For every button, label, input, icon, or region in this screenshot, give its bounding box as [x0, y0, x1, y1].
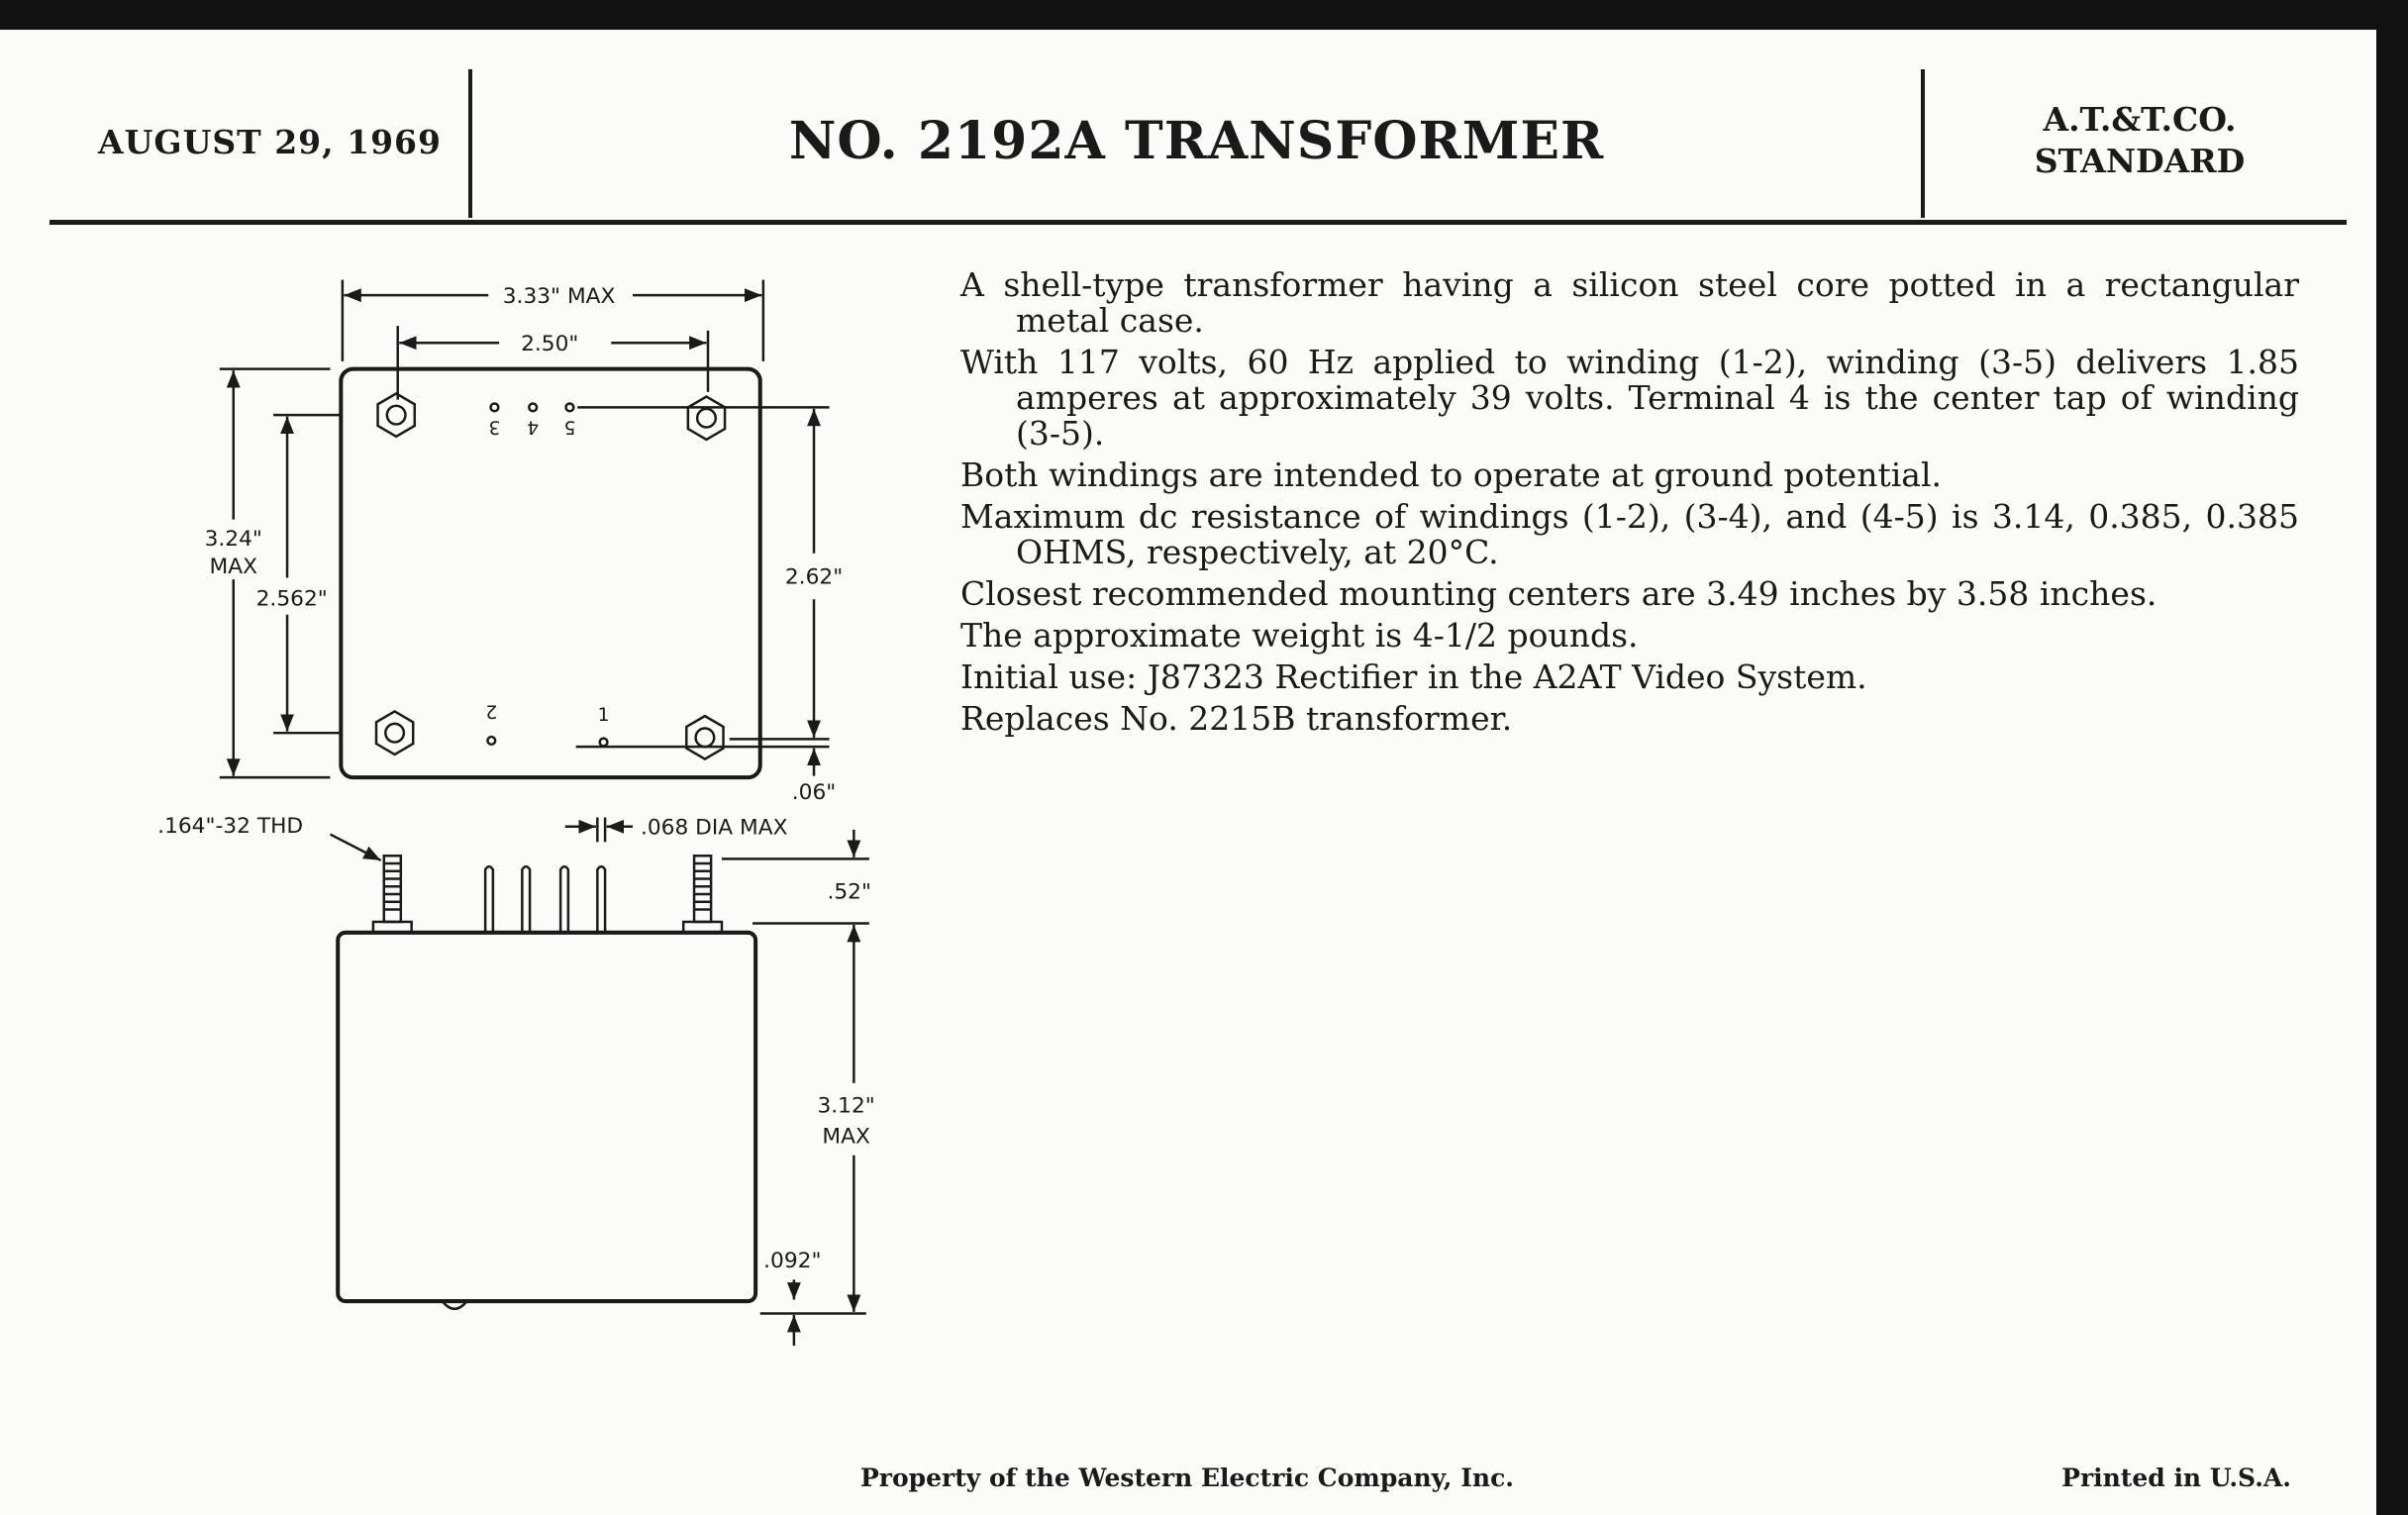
mounting-nut-icon	[376, 393, 725, 758]
dimension-pin-dia	[565, 817, 633, 842]
dimension-mount-height-right	[576, 407, 830, 775]
terminal-holes	[487, 403, 607, 746]
dimension-mount-height-left	[273, 415, 341, 733]
dimension-offset-label: .06"	[791, 779, 837, 805]
dimension-width-max-label: 3.33" MAX	[502, 283, 616, 309]
dimension-height-max-label: 3.24"	[204, 526, 262, 552]
terminal-label-3: 3	[488, 416, 501, 438]
terminal-label-2: 2	[485, 700, 498, 722]
thread-label: .164"-32 THD	[157, 814, 304, 839]
bottom-offset-label: .092"	[763, 1248, 822, 1273]
dimension-mount-height-right-label: 2.62"	[784, 564, 844, 590]
description-paragraph: Maximum dc resistance of windings (1-2), (3-4), and (4-5) is 3.14, 0.385, 0.385 OHMS, respectively, at 20°C.	[960, 497, 2299, 571]
side-view-case	[338, 933, 755, 1301]
standard-line-1: A.T.&T.CO.	[2043, 100, 2237, 139]
description-paragraph: The approximate weight is 4-1/2 pounds.	[960, 616, 1639, 655]
dimension-mount-width-label: 2.50"	[521, 331, 579, 356]
thread-leader	[330, 835, 380, 860]
page-title: NO. 2192A TRANSFORMER	[788, 111, 1605, 171]
dimension-mount-height-left-label: 2.562"	[255, 586, 328, 612]
terminal-pins	[485, 866, 605, 933]
description-paragraph: A shell-type transformer having a silicon steel core potted in a rectangular metal case.	[960, 265, 2299, 340]
dimension-height-max-suffix: MAX	[209, 554, 257, 579]
standard-line-2: STANDARD	[2034, 142, 2246, 180]
terminal-label-1: 1	[597, 704, 610, 726]
description-paragraph: Initial use: J87323 Rectifier in the A2AT Video System.	[960, 657, 1867, 696]
terminal-label-4: 4	[527, 416, 540, 438]
body-height-suffix: MAX	[822, 1124, 870, 1150]
footer-printed: Printed in U.S.A.	[2061, 1464, 2291, 1492]
issue-date: AUGUST 29, 1969	[98, 123, 442, 161]
mounting-stud-icon	[373, 856, 722, 933]
dimension-stud-height	[722, 830, 869, 924]
description-paragraph: With 117 volts, 60 Hz applied to winding (1-2), winding (3-5) delivers 1.85 amperes at approximately 39 volts. Terminal 4 is the center tap of winding (3-5).	[960, 343, 2299, 453]
terminal-label-5: 5	[563, 416, 576, 438]
body-height-label: 3.12"	[817, 1093, 875, 1119]
stud-height-label: .52"	[827, 879, 871, 905]
description-paragraph: Closest recommended mounting centers are 3.49 inches by 3.58 inches.	[960, 574, 2157, 613]
footer-property: Property of the Western Electric Company, Inc.	[860, 1464, 1515, 1492]
description-paragraph: Replaces No. 2215B transformer.	[960, 699, 1513, 738]
description-paragraph: Both windings are intended to operate at ground potential.	[960, 455, 1942, 494]
pin-dia-label: .068 DIA MAX	[640, 815, 788, 841]
